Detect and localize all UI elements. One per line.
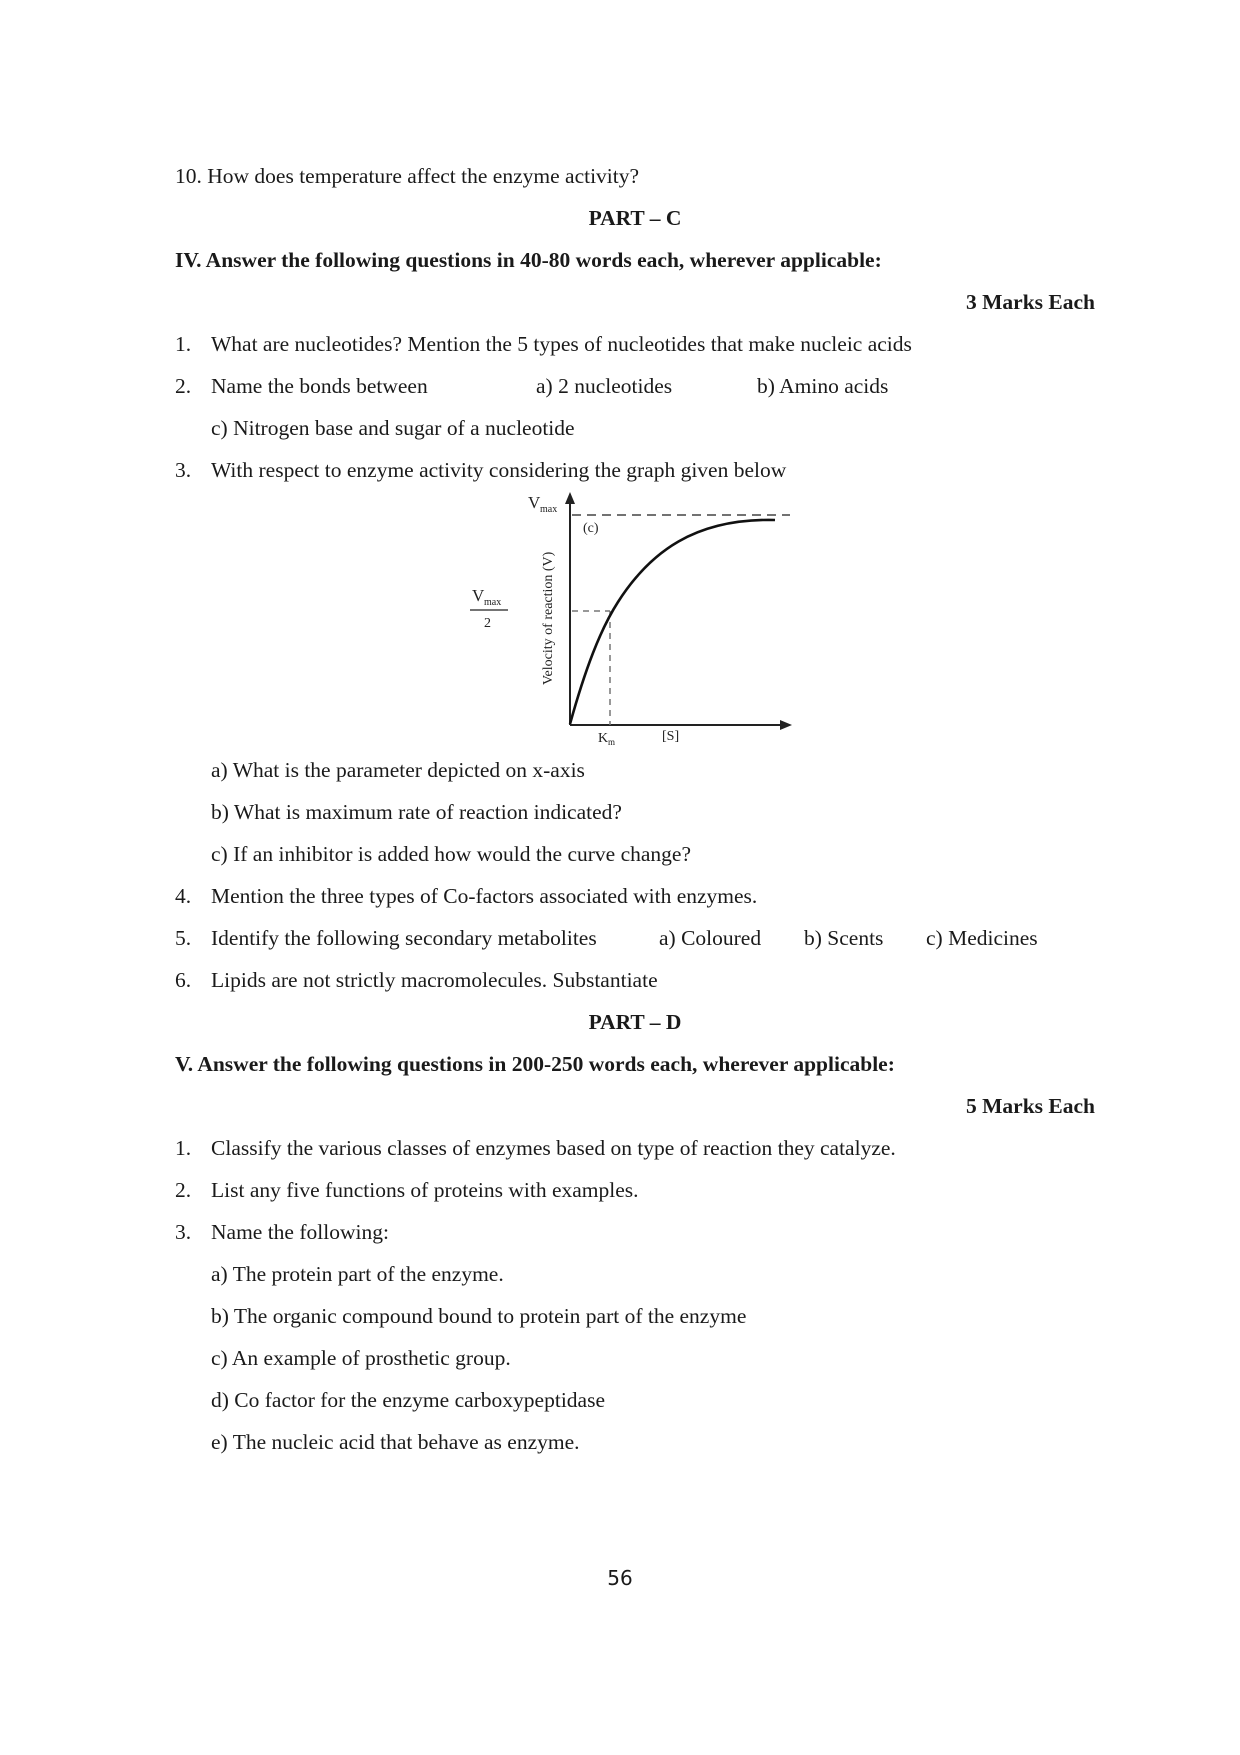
option-b: b) Amino acids: [757, 374, 889, 398]
d-q3-option-e: e) The nucleic acid that behave as enzyme.: [211, 1430, 580, 1454]
vmax-subscript: max: [540, 504, 558, 515]
option-c: c) Medicines: [926, 926, 1038, 950]
question-number: 3.: [175, 1220, 192, 1244]
question-text: Mention the three types of Co-factors associated with enzymes.: [211, 884, 758, 908]
question-number: 1.: [175, 1136, 192, 1160]
question-text: Lipids are not strictly macromolecules. Substantiate: [211, 968, 658, 992]
question-text: Name the bonds between: [211, 374, 428, 398]
question-number: 3.: [175, 458, 192, 482]
question-text: What are nucleotides? Mention the 5 types of nucleotides that make nucleic acids: [211, 332, 912, 356]
y-axis-label: Velocity of reaction (V): [541, 551, 556, 685]
question-text: List any five functions of proteins with examples.: [211, 1178, 639, 1202]
part-d-marks: 5 Marks Each: [966, 1094, 1095, 1118]
option-a: a) Coloured: [659, 926, 762, 950]
y-axis-arrow: [565, 492, 575, 504]
question-number: 1.: [175, 332, 192, 356]
question-number: 2.: [175, 1178, 192, 1202]
q3-option-a: a) What is the parameter depicted on x-axis: [211, 758, 585, 782]
d-q3-option-b: b) The organic compound bound to protein part of the enzyme: [211, 1304, 747, 1328]
question-number: 2.: [175, 374, 192, 398]
question-text: Name the following:: [211, 1220, 389, 1244]
part-c-heading: PART – C: [588, 206, 682, 230]
q3-option-b: b) What is maximum rate of reaction indicated?: [211, 800, 622, 824]
half-vmax-denominator: 2: [484, 616, 491, 631]
question-text: Classify the various classes of enzymes based on type of reaction they catalyze.: [211, 1136, 896, 1160]
question-number: 5.: [175, 926, 192, 950]
km-subscript: m: [608, 737, 616, 747]
d-q3-option-d: d) Co factor for the enzyme carboxypeptidase: [211, 1388, 606, 1412]
saturation-curve: [570, 520, 775, 724]
part-d-instruction: V. Answer the following questions in 200-250 words each, wherever applicable:: [175, 1052, 895, 1076]
enzyme-kinetics-graph: [472, 490, 810, 747]
question-number: 4.: [175, 884, 192, 908]
option-a: a) 2 nucleotides: [536, 374, 673, 398]
vmax-label: V: [528, 493, 541, 512]
x-axis-label: [S]: [662, 729, 680, 744]
d-q3-option-a: a) The protein part of the enzyme.: [211, 1262, 504, 1286]
page-number: 56: [607, 1566, 633, 1590]
q3-option-c: c) If an inhibitor is added how would the curve change?: [211, 842, 692, 866]
x-axis-arrow: [780, 720, 792, 730]
km-label: K: [598, 731, 609, 746]
part-d-heading: PART – D: [588, 1010, 682, 1034]
question-number: 6.: [175, 968, 192, 992]
option-c: c) Nitrogen base and sugar of a nucleotide: [211, 416, 575, 440]
part-c-instruction: IV. Answer the following questions in 40-80 words each, wherever applicable:: [175, 248, 882, 272]
question-text: Identify the following secondary metabolites: [211, 926, 597, 950]
half-vmax-label: V: [472, 586, 485, 605]
d-q3-option-c: c) An example of prosthetic group.: [211, 1346, 511, 1370]
curve-c-label: (c): [583, 521, 599, 536]
question-10: 10. How does temperature affect the enzyme activity?: [175, 164, 640, 188]
question-text: With respect to enzyme activity considering the graph given below: [211, 458, 787, 482]
part-c-marks: 3 Marks Each: [966, 290, 1095, 314]
option-b: b) Scents: [804, 926, 884, 950]
half-vmax-subscript: max: [484, 597, 502, 608]
